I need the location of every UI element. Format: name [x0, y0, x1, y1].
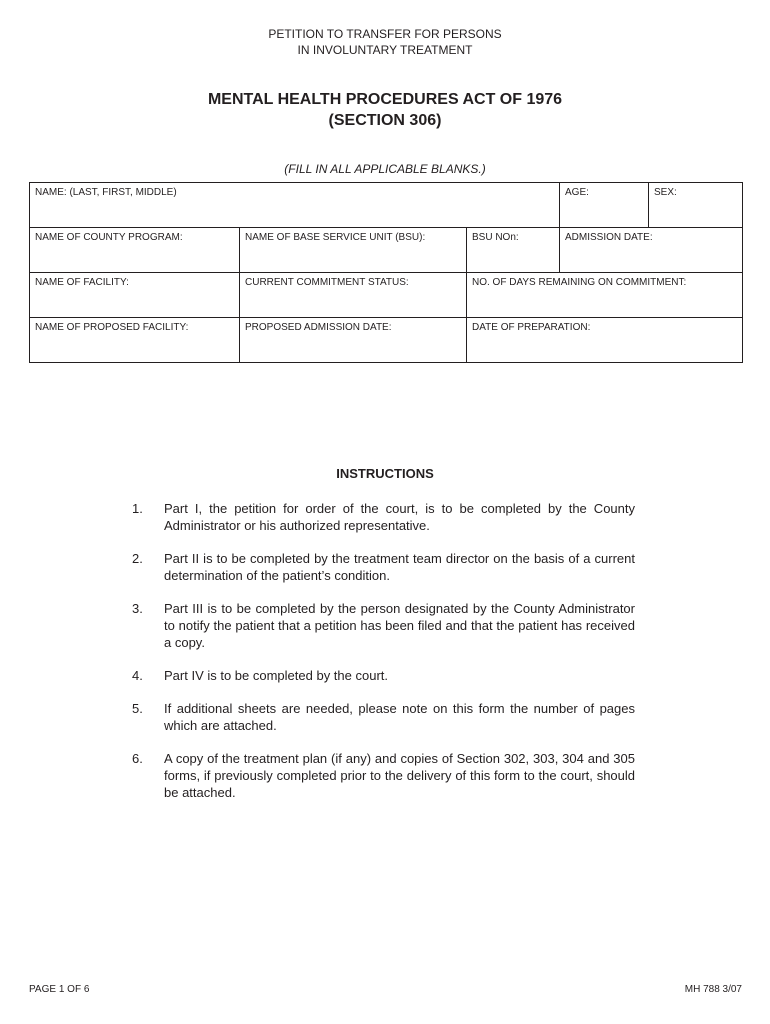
facility-field[interactable]: [30, 273, 240, 318]
bsu-no-field[interactable]: [467, 228, 560, 273]
instruction-text: A copy of the treatment plan (if any) and copies of Section 302, 303, 304 and 305 forms, if previously completed prior to the delivery of this form to the court, should be attached.: [164, 751, 635, 800]
proposed-admission-date-field[interactable]: [240, 318, 467, 363]
form-row-2: [30, 228, 743, 273]
instruction-number: 5.: [132, 701, 143, 716]
instruction-text: If additional sheets are needed, please note on this form the number of pages which are attached.: [164, 701, 635, 733]
fill-instruction-note: (FILL IN ALL APPLICABLE BLANKS.): [284, 162, 486, 176]
admission-date-label: ADMISSION DATE:: [565, 232, 653, 243]
instruction-item: [132, 500, 635, 534]
instruction-text: Part IV is to be completed by the court.: [164, 668, 389, 683]
age-field[interactable]: [560, 183, 649, 228]
county-program-label: NAME OF COUNTY PROGRAM:: [35, 232, 183, 243]
page-number: PAGE 1 OF 6: [29, 984, 90, 995]
title-line-1: MENTAL HEALTH PROCEDURES ACT OF 1976: [207, 91, 563, 108]
admission-date-field[interactable]: [560, 228, 743, 273]
instruction-item: [132, 700, 635, 734]
instruction-item: [132, 550, 635, 584]
base-service-unit-field[interactable]: [240, 228, 467, 273]
name-field[interactable]: [30, 183, 560, 228]
instruction-number: 6.: [132, 751, 143, 766]
instruction-text: Part I, the petition for order of the court, is to be completed by the County Administrator or his authorized representative.: [164, 501, 635, 533]
proposed-admission-date-label: PROPOSED ADMISSION DATE:: [245, 322, 392, 333]
instruction-number: 3.: [132, 601, 143, 616]
form-title: [0, 89, 770, 131]
date-of-preparation-field[interactable]: [467, 318, 743, 363]
facility-label: NAME OF FACILITY:: [35, 277, 129, 288]
commitment-status-field[interactable]: [240, 273, 467, 318]
form-row-1: [30, 183, 743, 228]
days-remaining-label: NO. OF DAYS REMAINING ON COMMITMENT:: [472, 277, 687, 288]
age-label: AGE:: [565, 187, 589, 198]
instruction-number: 4.: [132, 668, 143, 683]
instruction-item: [132, 667, 635, 684]
base-service-unit-label: NAME OF BASE SERVICE UNIT (BSU):: [245, 232, 426, 243]
form-header: [0, 26, 770, 58]
form-row-4: [30, 318, 743, 363]
instruction-item: [132, 750, 635, 801]
form-id: MH 788 3/07: [684, 984, 742, 995]
instruction-number: 1.: [132, 501, 143, 516]
days-remaining-field[interactable]: [467, 273, 743, 318]
instructions-list: [132, 500, 635, 817]
instructions-title: INSTRUCTIONS: [336, 466, 434, 481]
proposed-facility-label: NAME OF PROPOSED FACILITY:: [35, 322, 189, 333]
bsu-no-label: BSU NOn:: [472, 232, 519, 243]
commitment-status-label: CURRENT COMMITMENT STATUS:: [245, 277, 409, 288]
county-program-field[interactable]: [30, 228, 240, 273]
instruction-item: [132, 600, 635, 651]
sex-label: SEX:: [654, 187, 677, 198]
sex-field[interactable]: [649, 183, 743, 228]
date-of-preparation-label: DATE OF PREPARATION:: [472, 322, 591, 333]
proposed-facility-field[interactable]: [30, 318, 240, 363]
name-label: NAME: (LAST, FIRST, MIDDLE): [35, 187, 177, 198]
header-line-1: PETITION TO TRANSFER FOR PERSONS: [268, 27, 502, 41]
instruction-number: 2.: [132, 551, 143, 566]
instruction-text: Part II is to be completed by the treatment team director on the basis of a current determination of the patient’s condition.: [164, 551, 635, 583]
title-line-2: (SECTION 306): [328, 112, 442, 129]
patient-info-form: [29, 182, 743, 363]
instruction-text: Part III is to be completed by the person designated by the County Administrator to notify the patient that a petition has been filed and that the patient has received a copy.: [164, 601, 635, 650]
header-line-2: IN INVOLUNTARY TREATMENT: [297, 43, 473, 57]
form-row-3: [30, 273, 743, 318]
